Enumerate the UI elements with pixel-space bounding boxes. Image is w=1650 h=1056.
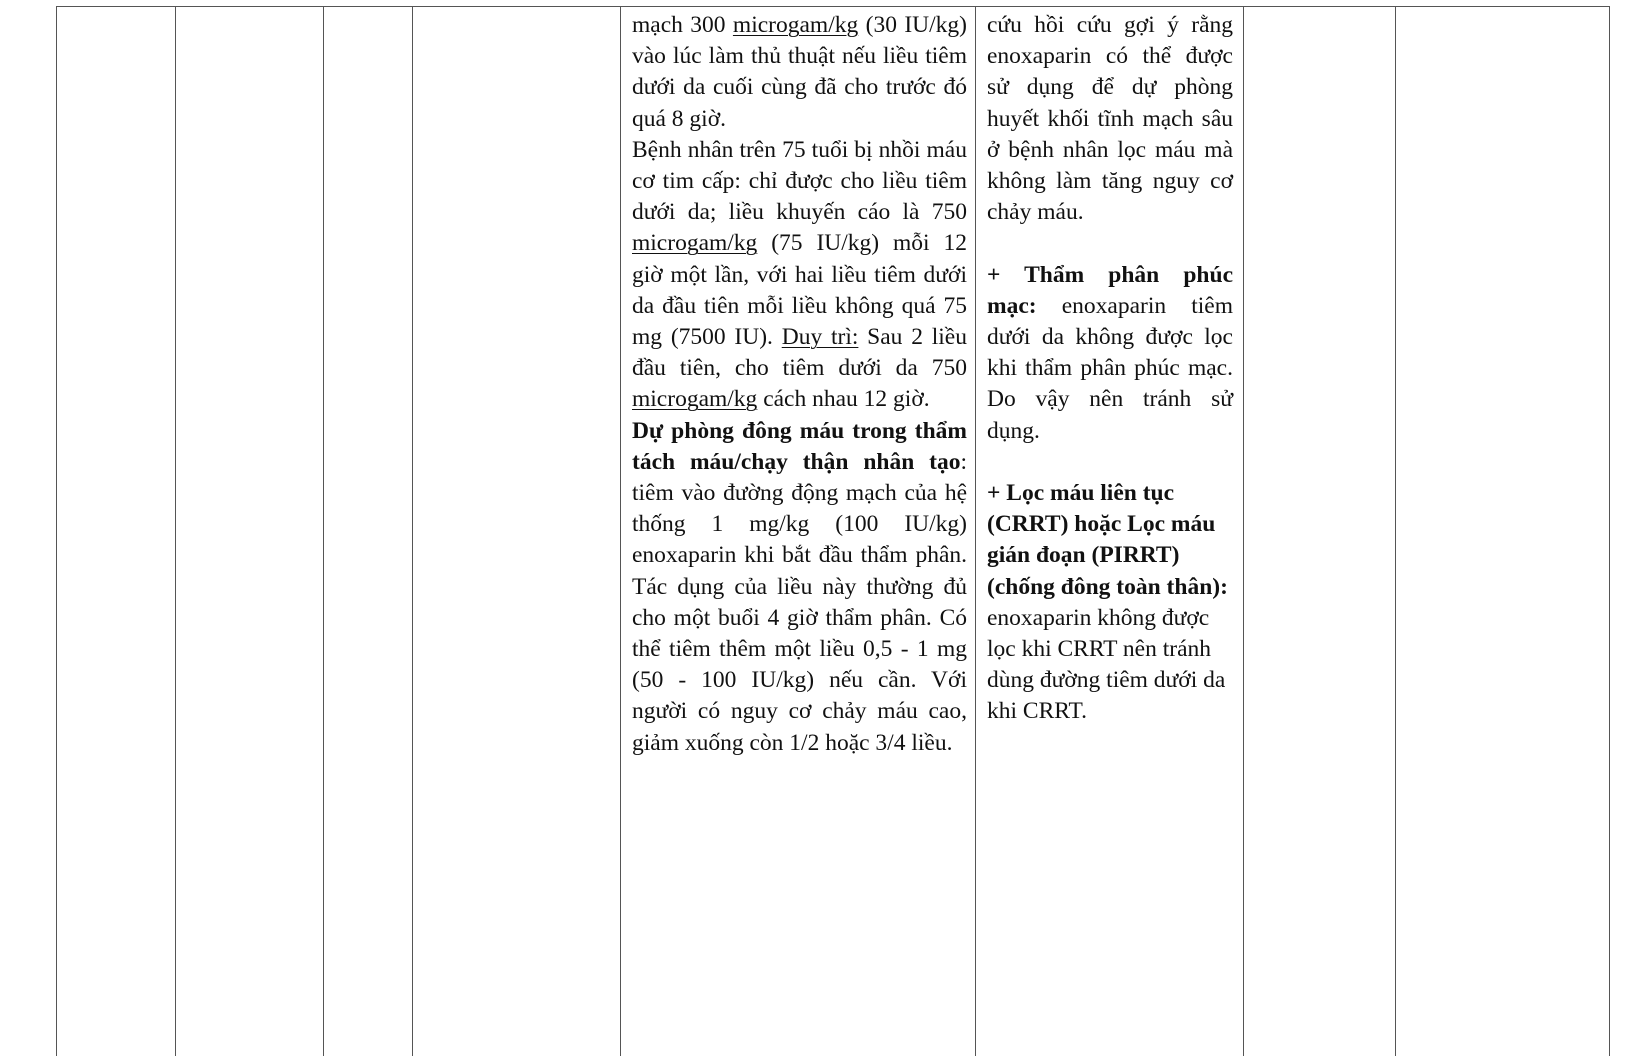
notes-paragraph-1: cứu hồi cứu gợi ý rằng enoxaparin có thể được sử dụng để dự phòng huyết khối tĩnh mạch sâu ở bệnh nhân lọc máu mà không làm tăng nguy cơ chảy máu. xyxy=(987,12,1233,226)
table-column-8 xyxy=(1395,7,1610,1056)
dosage-text: mạch 300 xyxy=(632,12,733,38)
dosage-paragraph-3 xyxy=(632,416,967,759)
notes-text: enoxaparin không được lọc khi CRRT nên tránh dùng đường tiêm dưới da khi CRRT. xyxy=(987,604,1226,725)
dosage-cell-text xyxy=(632,10,967,759)
notes-text: enoxaparin tiêm dưới da không được lọc khi thẩm phân phúc mạc. Do vậy nên tránh sử dụng. xyxy=(987,292,1233,444)
table-column-3 xyxy=(323,7,412,1056)
dosage-column xyxy=(620,7,975,1056)
paragraph-gap xyxy=(987,447,1233,478)
notes-cell-text xyxy=(987,10,1233,728)
peritoneal-dialysis-heading: + Thẩm phân phúc mạc: xyxy=(987,261,1233,319)
notes-column xyxy=(975,7,1243,1056)
dosage-paragraph-2 xyxy=(632,135,967,416)
dosage-text: cách nhau 12 giờ. xyxy=(757,386,930,413)
dosage-text: Bệnh nhân trên 75 tuổi bị nhồi máu cơ tim cấp: chỉ được cho liều tiêm dưới da; liều khuyến cáo là 750 xyxy=(632,136,967,226)
dosage-unit-underlined: microgam/kg xyxy=(632,386,758,413)
dosage-text: : tiêm vào đường động mạch của hệ thống 1 mg/kg (100 IU/kg) enoxaparin khi bắt đầu thẩm phân. Tác dụng của liều này thường đủ cho một buổi 4 giờ thẩm phân. Có thể tiêm thêm một liều 0,5 - 1 mg (50 - 100 IU/kg) nếu cần. Với người có nguy cơ chảy máu cao, giảm xuống còn 1/2 hoặc 3/4 liều. xyxy=(632,448,967,756)
table-column-7 xyxy=(1243,7,1395,1056)
paragraph-gap xyxy=(987,228,1233,259)
dosage-paragraph-1 xyxy=(632,10,967,135)
dosage-text: (75 IU/kg) mỗi 12 giờ một lần, với hai liều tiêm dưới da đầu tiên mỗi liều không quá 75 mg (7500 IU). xyxy=(632,230,967,351)
table-column-4 xyxy=(412,7,620,1056)
table-column-2 xyxy=(175,7,323,1056)
drug-table xyxy=(56,6,1610,1056)
maintenance-label-underlined: Duy trì: xyxy=(781,324,859,351)
dosage-text: (30 IU/kg) vào lúc làm thủ thuật nếu liều tiêm dưới da cuối cùng đã cho trước đó quá 8 giờ. xyxy=(632,12,967,132)
table-column-1 xyxy=(56,7,175,1056)
dialysis-heading: Dự phòng đông máu trong thẩm tách máu/chạy thận nhân tạo xyxy=(632,417,967,475)
dosage-text: Sau 2 liều đầu tiên, cho tiêm dưới da 750 xyxy=(632,324,967,382)
dosage-unit-underlined: microgam/kg xyxy=(632,230,758,257)
notes-paragraph-2 xyxy=(987,260,1233,447)
dosage-unit-underlined: microgam/kg xyxy=(732,12,859,38)
crrt-heading: + Lọc máu liên tục (CRRT) hoặc Lọc máu gián đoạn (PIRRT) (chống đông toàn thân): xyxy=(987,480,1228,600)
notes-paragraph-3 xyxy=(987,478,1233,728)
